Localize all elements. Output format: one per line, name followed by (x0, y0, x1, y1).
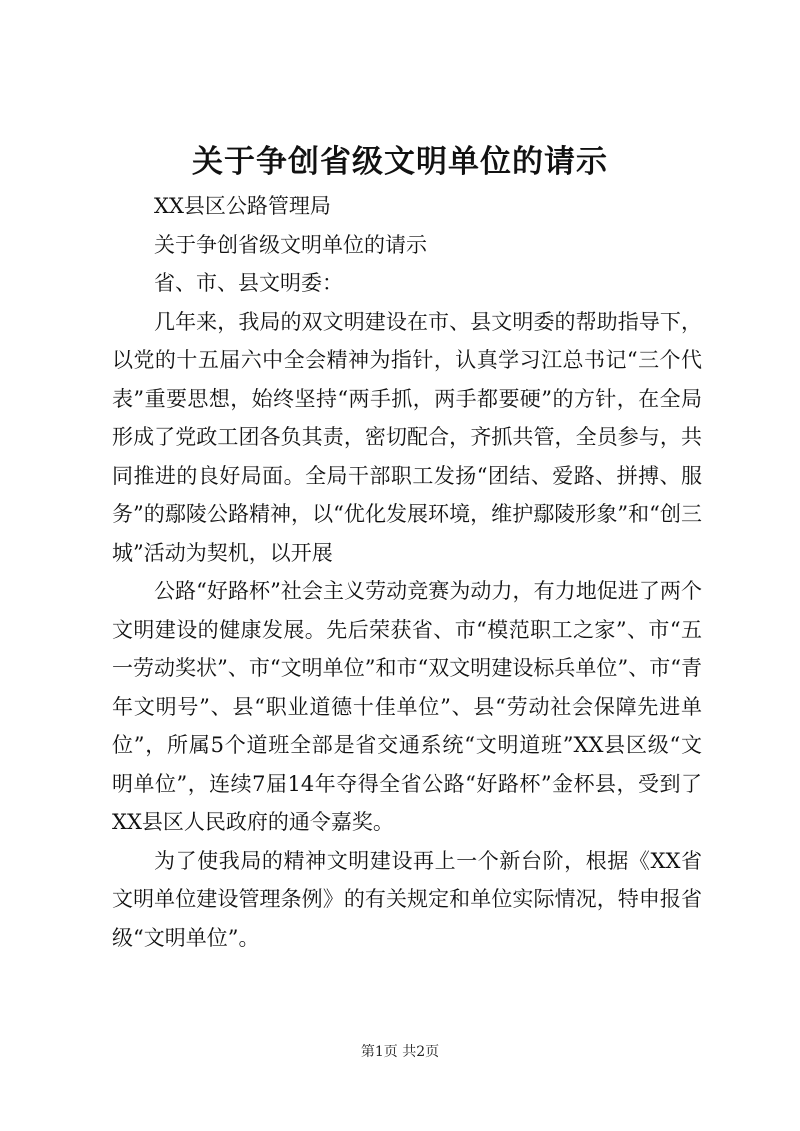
subject-line: 关于争创省级文明单位的请示 (154, 232, 427, 257)
recipient-line: 省、市、县文明委： (154, 271, 343, 295)
body-paragraph: 公路“好路杯”社会主义劳动竞赛为动力，有力地促进了两个文明建设的健康发展。先后荣获省、市“模范职工之家”、市“五一劳动奖状”、市“文明单位”和市“双文明建设标兵单位”、市“青年文明号”、县“职业道德十佳单位”、县“劳动社会保障先进单位”，所属5个道班全部是省交通系统“文明道班”XX县区级“文明单位”，连续7届14年夺得全省公路“好路杯”金杯县，受到了XX县区人民政府的通令嘉奖。 (112, 579, 702, 834)
body-paragraph: 几年来，我局的双文明建设在市、县文明委的帮助指导下，以党的十五届六中全会精神为指针，认真学习江总书记“三个代表”重要思想，始终坚持“两手抓，两手都要硬”的方针，在全局形成了党政工团各负其责，密切配合，齐抓共管，全员参与，共同推进的良好局面。全局干部职工发扬“团结、爱路、拼搏、服务”的鄢陵公路精神，以“优化发展环境，维护鄢陵形象”和“创三城”活动为契机，以开展 (112, 309, 702, 565)
page-footer: 第1页 共2页 (360, 1044, 440, 1060)
sender-line: XX县区公路管理局 (154, 194, 331, 218)
document-title: 关于争创省级文明单位的请示 (192, 144, 608, 180)
body-paragraph: 为了使我局的精神文明建设再上一个新台阶，根据《XX省文明单位建设管理条例》的有关规定和单位实际情况，特申报省级“文明单位”。 (112, 848, 702, 950)
document-body (112, 187, 702, 957)
